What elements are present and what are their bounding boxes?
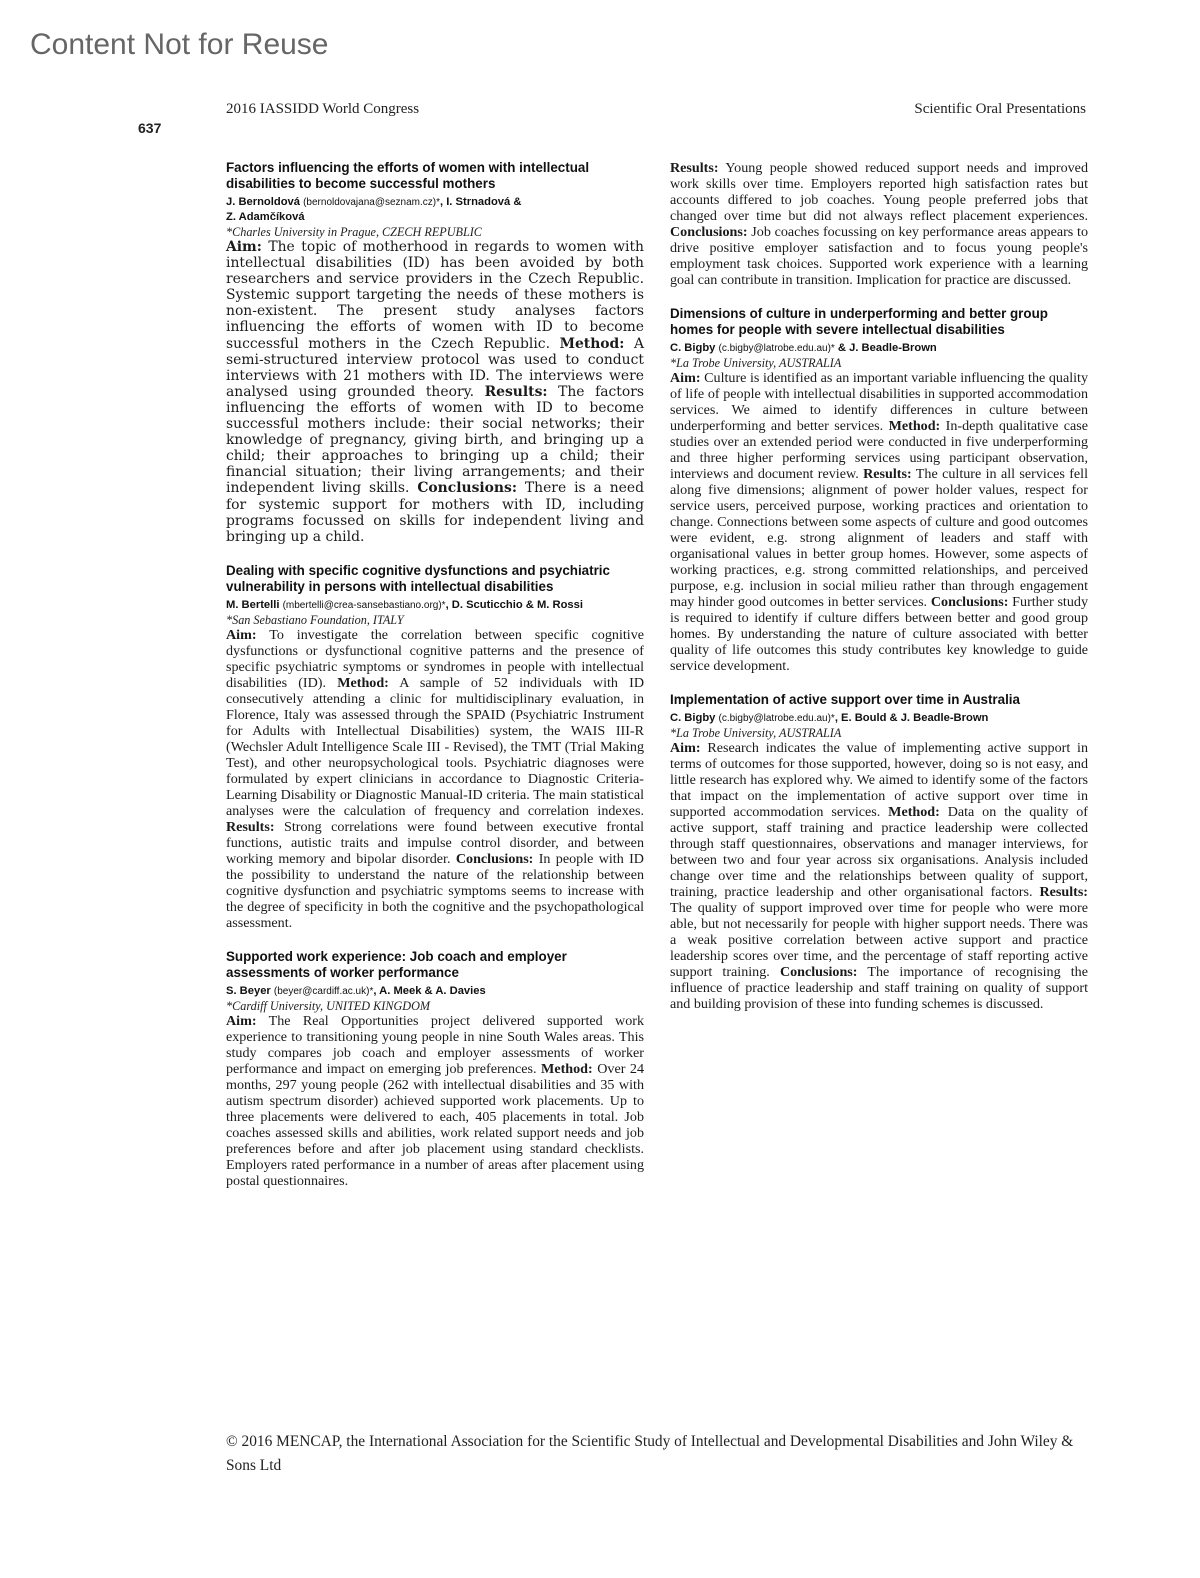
abstract [226,949,644,1189]
author-separator: & [886,712,901,724]
section-text: The culture in all services fell along five dimensions; alignment of power holder values, respect for service users, perceived purpose, working practices and orientation to change. Connections between some aspects of culture and good outcomes were evident, e.g. strong alignment of leaders and staff with organisational values in better group homes. However, some aspects of working practices, e.g. strong committed relationships, and perceived purpose, e.g. inclusion in social milieu rather than through engagement may hinder good outcomes in better services. [670,466,1088,610]
section-text: Further study is required to identify if culture differs between better and good group homes. By understanding the nature of culture associated with better quality of life outcomes this study contributes key knowledge to guide service development. [670,594,1088,674]
section-label: Conclusions: [670,224,748,240]
abstract-title: Dimensions of culture in underperforming and better group homes for people with severe intellectual disabilities [670,306,1048,337]
section-text: Research indicates the value of implementing active support in terms of outcomes for those supported, however, doing so is not easy, and little research has explored why. We aimed to identify some of the factors that impact on the implementation of active support over time in supported accommodation services. [670,740,1088,820]
author-email: (c.bigby@latrobe.edu.au)* [718,343,835,354]
author-separator: & [522,598,537,611]
author-email: (mbertelli@crea-sansebastiano.org)* [282,599,446,611]
left-column [226,160,644,1189]
abstract-title: Supported work experience: Job coach and employer assessments of worker performance [226,948,567,980]
affiliation: *La Trobe University, AUSTRALIA [670,726,842,740]
author-name: A. Davies [435,984,486,997]
abstract [670,306,1088,674]
section-text: Culture is identified as an important variable influencing the quality of life of people with intellectual disabilities in supported accommodation services. We aimed to identify differences in culture between underperforming and better services. [670,370,1088,434]
author-list [670,711,1088,726]
section-label: Results: [1039,884,1088,900]
section-text: The topic of motherhood in regards to women with intellectual disabilities (ID) has been avoided by both researchers and service providers in the Czech Republic. Systemic support targeting the needs of these mothers is non-existent. The present study analyses factors influencing the efforts of women with ID to become successful mothers in the Czech Republic. [226,239,644,352]
section-text: A semi-structured interview protocol was used to conduct interviews with 21 mothers with ID. The interviews were analysed using grounded theory. [226,335,644,400]
section-label: Method: [337,674,389,691]
affiliation: *San Sebastiano Foundation, ITALY [226,612,404,627]
section-label: Aim: [670,740,701,756]
journal-title: 2016 IASSIDD World Congress [226,101,420,117]
author-list [670,341,1088,356]
author-separator: , [439,196,447,208]
author-email: (bernoldovajana@seznam.cz)* [303,197,440,208]
author-list [226,984,644,999]
section-label: Conclusions: [417,480,517,497]
author-name: M. Bertelli [226,598,280,611]
abstract-body [226,1013,644,1189]
running-head [226,101,1086,118]
section-text: Strong correlations were found between executive frontal functions, autistic traits and impulse control disorder, and between working memory and bipolar disorder. [226,818,644,867]
section-text: In-depth qualitative case studies over an extended period were conducted in five underperforming and three higher performing services using participant observation, interviews and document review. [670,418,1088,482]
author-name: S. Beyer [226,984,271,997]
section-text: Data on the quality of active support, staff training and practice leadership were collected through staff questionnaires, observations and manager interviews, for between two and four year across six organisations. Analysis included change over time and the relationships between quality of support, training, practice leadership and other organisational factors. [670,804,1088,900]
section-label: Method: [559,335,625,352]
author-name: Z. Adamčíková [226,211,305,223]
section-label: Results: [226,818,275,835]
author-separator: , [445,598,452,611]
author-name: J. Beadle-Brown [849,342,937,354]
section-text: The Real Opportunities project delivered supported work experience to transitioning young people in nine South Wales areas. This study compares job coach and employer assessments of worker performance and impact on emerging job preferences. [226,1012,644,1077]
section-text: A sample of 52 individuals with ID consecutively attending a clinic for multidisciplinary evaluation, in Florence, Italy was assessed through the SPAID (Psychiatric Instrument for Adults with Intellectual Disabilities) system, the WAIS III-R (Wechsler Adult Intelligence Scale III - Revised), the TMT (Trial Making Test), and other neuropsychological tools. Psychiatric diagnoses were formulated by expert clinicians in accordance to Diagnostic Criteria-Learning Disability or Diagnostic Manual-ID criteria. The main statistical analyses were the calculation of frequency and correlation indexes. [226,674,645,819]
section-label: Method: [541,1060,593,1077]
section-label: Aim: [670,370,701,386]
section-text: The importance of recognising the influence of practice leadership and staff training on quality of support and building provision of these into funding schemes is discussed. [670,964,1088,1012]
abstract-body [670,160,1088,288]
author-name: M. Rossi [536,598,583,611]
affiliation: *Charles University in Prague, CZECH REPUBLIC [226,225,482,239]
section-text: The quality of support improved over time for people who were more able, but not necessarily for people with higher support needs. There was a weak positive correlation between active support and practice leadership scores over time, and the percentage of staff reporting active support training. [670,900,1088,980]
author-list [226,598,644,613]
author-separator: , [834,712,842,724]
abstract-title: Factors influencing the efforts of women with intellectual disabilities to become successful mothers [226,160,590,191]
author-name: D. Scuticchio [451,598,523,611]
section-label: Results: [863,466,912,482]
abstract-body [226,627,644,931]
author-name: E. Bould [841,712,887,724]
abstract-body [226,239,644,545]
affiliation: *La Trobe University, AUSTRALIA [670,356,842,370]
section-label: Results: [484,383,548,400]
author-email: (c.bigby@latrobe.edu.au)* [718,713,835,724]
author-email: (beyer@cardiff.ac.uk)* [273,985,374,997]
section-label: Results: [670,160,719,176]
author-separator: & [421,984,436,997]
author-separator: & [510,196,522,208]
abstract-continued [670,160,1088,288]
copyright-footer: © 2016 MENCAP, the International Association for the Scientific Study of Intellectual and Developmental Disabilities and John Wiley & Sons Ltd [226,1433,1074,1474]
abstract-title: Dealing with specific cognitive dysfunctions and psychiatric vulnerability in persons with intellectual disabilities [226,562,610,594]
author-name: A. Meek [379,984,422,997]
author-separator: , [373,984,380,997]
abstract [670,692,1088,1012]
section-text: Job coaches focussing on key performance areas appears to drive positive employer satisfaction and to focus young people's employment task choices. Supported work experience with a learning goal can contribute in transition. Implication for practice are discussed. [670,224,1088,288]
page-number: 637 [138,120,162,136]
section-text: In people with ID the possibility to understand the nature of the relationship between cognitive dysfunction and psychiatric symptoms seems to increase with the degree of specificity in both the cognitive and the psychopathological assessment. [226,850,644,931]
section-text: There is a need for systemic support for mothers with ID, including programs focussed on skills for independent living and bringing up a child. [226,480,644,545]
author-name: J. Beadle-Brown [900,712,989,724]
watermark: Content Not for Reuse [30,28,329,61]
author-name: C. Bigby [670,712,716,724]
author-list [226,195,644,225]
section-label: Aim: [226,1012,257,1029]
section-text: To investigate the correlation between specific cognitive dysfunctions or dysfunctional cognitive patterns and the presence of specific psychiatric symptoms or syndromes in people with intellectual disabilities (ID). [226,626,644,691]
abstract-title: Implementation of active support over time in Australia [670,692,1020,707]
affiliation: *Cardiff University, UNITED KINGDOM [226,998,431,1013]
section-text: Young people showed reduced support needs and improved work skills over time. Employers reported high satisfaction rates but accounts differed to job coaches. Young people preferred jobs that changed over time but did not always reflect placement experiences. [670,160,1088,224]
section-text: The factors influencing the efforts of women with ID to become successful mothers include: their social networks; their knowledge of pregnancy, giving birth, and bringing up a child; their approaches to bringing up a child; their financial situation; their living arrangements; and their independent living skills. [226,383,644,497]
section-label: Conclusions: [455,850,534,867]
abstract-body [670,740,1088,1012]
section-label: Aim: [226,626,257,643]
abstract-body [670,370,1088,674]
section-label: Conclusions: [779,964,858,980]
section-label: Aim: [226,239,262,255]
abstract [226,563,644,931]
section-title: Scientific Oral Presentations [914,101,1086,117]
section-label: Method: [888,418,941,434]
section-label: Conclusions: [930,594,1009,610]
section-label: Method: [888,804,940,820]
author-name: I. Strnadová [446,196,511,208]
section-text: Over 24 months, 297 young people (262 with intellectual disabilities and 35 with autism spectrum disorder) achieved supported work placements. Up to three placements were delivered to each, 405 placements in total. Job coaches assessed skills and abilities, work related support needs and job preferences before and after job placement using standard checklists. Employers rated performance in a number of areas after placement using postal questionnaires. [226,1060,644,1189]
author-name: J. Bernoldová [226,196,300,208]
author-separator: & [834,342,850,354]
author-name: C. Bigby [670,342,716,354]
right-column [670,160,1088,1030]
abstract [226,160,644,545]
